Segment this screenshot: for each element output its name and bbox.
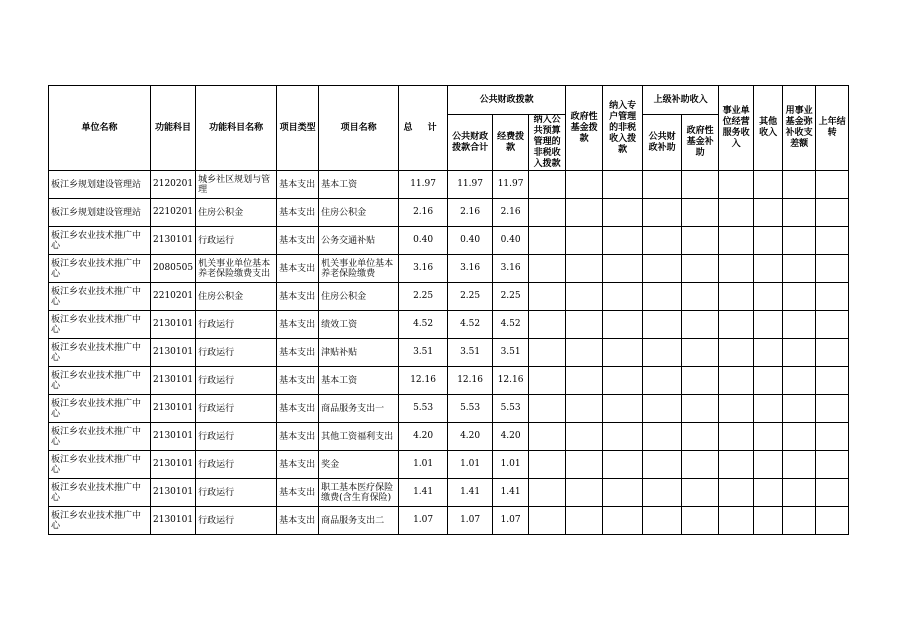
header-gov-fund: 政府性基金拨款 bbox=[566, 86, 603, 171]
cell-func-code: 2130101 bbox=[151, 451, 196, 479]
cell-item-type: 基本支出 bbox=[277, 423, 319, 451]
cell-empty bbox=[682, 311, 719, 339]
cell-item-type: 基本支出 bbox=[277, 339, 319, 367]
cell-empty bbox=[603, 311, 643, 339]
cell-item-type: 基本支出 bbox=[277, 507, 319, 535]
cell-empty bbox=[816, 395, 849, 423]
cell-funding: 5.53 bbox=[493, 395, 529, 423]
cell-func-code: 2130101 bbox=[151, 367, 196, 395]
cell-empty bbox=[783, 283, 816, 311]
cell-func-code: 2080505 bbox=[151, 255, 196, 283]
cell-item-type: 基本支出 bbox=[277, 283, 319, 311]
cell-func-code: 2130101 bbox=[151, 479, 196, 507]
cell-item-type: 基本支出 bbox=[277, 311, 319, 339]
cell-empty bbox=[783, 451, 816, 479]
cell-empty bbox=[566, 171, 603, 199]
cell-unit-name: 板江乡规划建设管理站 bbox=[49, 171, 151, 199]
cell-empty bbox=[529, 507, 566, 535]
cell-public-fiscal-sum: 2.25 bbox=[448, 283, 493, 311]
cell-item-name: 职工基本医疗保险缴费(含生育保险) bbox=[319, 479, 399, 507]
cell-unit-name: 板江乡农业技术推广中心 bbox=[49, 367, 151, 395]
cell-empty bbox=[816, 171, 849, 199]
cell-public-fiscal-sum: 2.16 bbox=[448, 199, 493, 227]
cell-unit-name: 板江乡农业技术推广中心 bbox=[49, 339, 151, 367]
cell-empty bbox=[754, 255, 783, 283]
cell-empty bbox=[719, 283, 754, 311]
cell-unit-name: 板江乡农业技术推广中心 bbox=[49, 311, 151, 339]
cell-unit-name: 板江乡农业技术推广中心 bbox=[49, 479, 151, 507]
cell-item-name: 奖金 bbox=[319, 451, 399, 479]
cell-empty bbox=[682, 451, 719, 479]
cell-func-name: 行政运行 bbox=[196, 451, 277, 479]
table-row bbox=[49, 255, 849, 283]
table-row bbox=[49, 227, 849, 255]
table-row bbox=[49, 199, 849, 227]
cell-empty bbox=[754, 451, 783, 479]
cell-empty bbox=[603, 339, 643, 367]
cell-empty bbox=[682, 507, 719, 535]
cell-empty bbox=[529, 311, 566, 339]
cell-empty bbox=[719, 227, 754, 255]
cell-empty bbox=[754, 171, 783, 199]
cell-funding: 12.16 bbox=[493, 367, 529, 395]
cell-empty bbox=[603, 451, 643, 479]
cell-empty bbox=[816, 423, 849, 451]
cell-func-name: 行政运行 bbox=[196, 507, 277, 535]
cell-func-name: 行政运行 bbox=[196, 339, 277, 367]
cell-empty bbox=[566, 479, 603, 507]
cell-empty bbox=[529, 367, 566, 395]
cell-empty bbox=[603, 171, 643, 199]
cell-empty bbox=[643, 479, 682, 507]
cell-item-type: 基本支出 bbox=[277, 479, 319, 507]
cell-empty bbox=[719, 507, 754, 535]
cell-total: 4.52 bbox=[399, 311, 448, 339]
budget-table bbox=[48, 85, 849, 535]
cell-item-name: 公务交通补贴 bbox=[319, 227, 399, 255]
cell-func-name: 行政运行 bbox=[196, 423, 277, 451]
cell-item-type: 基本支出 bbox=[277, 395, 319, 423]
cell-item-name: 住房公积金 bbox=[319, 199, 399, 227]
cell-empty bbox=[682, 255, 719, 283]
cell-empty bbox=[754, 339, 783, 367]
cell-empty bbox=[682, 283, 719, 311]
cell-empty bbox=[719, 171, 754, 199]
cell-empty bbox=[719, 199, 754, 227]
cell-func-name: 行政运行 bbox=[196, 367, 277, 395]
cell-item-name: 绩效工资 bbox=[319, 311, 399, 339]
cell-empty bbox=[816, 367, 849, 395]
cell-item-name: 津贴补贴 bbox=[319, 339, 399, 367]
cell-func-code: 2210201 bbox=[151, 199, 196, 227]
table-row bbox=[49, 367, 849, 395]
cell-empty bbox=[816, 255, 849, 283]
cell-empty bbox=[754, 283, 783, 311]
cell-public-fiscal-sum: 1.07 bbox=[448, 507, 493, 535]
cell-empty bbox=[643, 367, 682, 395]
cell-unit-name: 板江乡农业技术推广中心 bbox=[49, 507, 151, 535]
cell-func-name: 住房公积金 bbox=[196, 283, 277, 311]
cell-empty bbox=[816, 311, 849, 339]
cell-empty bbox=[682, 227, 719, 255]
cell-total: 0.40 bbox=[399, 227, 448, 255]
cell-empty bbox=[566, 255, 603, 283]
cell-item-type: 基本支出 bbox=[277, 199, 319, 227]
cell-empty bbox=[643, 227, 682, 255]
cell-empty bbox=[682, 339, 719, 367]
cell-func-code: 2130101 bbox=[151, 507, 196, 535]
table-row bbox=[49, 283, 849, 311]
cell-empty bbox=[719, 479, 754, 507]
cell-func-name: 机关事业单位基本养老保险缴费支出 bbox=[196, 255, 277, 283]
table-row bbox=[49, 479, 849, 507]
cell-empty bbox=[566, 227, 603, 255]
cell-item-name: 基本工资 bbox=[319, 367, 399, 395]
cell-func-code: 2210201 bbox=[151, 283, 196, 311]
cell-item-type: 基本支出 bbox=[277, 367, 319, 395]
header-funding: 经费拨款 bbox=[493, 115, 529, 171]
cell-public-fiscal-sum: 4.52 bbox=[448, 311, 493, 339]
cell-empty bbox=[783, 395, 816, 423]
cell-empty bbox=[643, 507, 682, 535]
cell-empty bbox=[643, 423, 682, 451]
cell-empty bbox=[529, 227, 566, 255]
cell-empty bbox=[603, 479, 643, 507]
cell-item-name: 基本工资 bbox=[319, 171, 399, 199]
table-row bbox=[49, 395, 849, 423]
cell-funding: 1.07 bbox=[493, 507, 529, 535]
cell-empty bbox=[682, 199, 719, 227]
header-item-name: 项目名称 bbox=[319, 86, 399, 171]
cell-unit-name: 板江乡农业技术推广中心 bbox=[49, 423, 151, 451]
table-row bbox=[49, 311, 849, 339]
cell-public-fiscal-sum: 4.20 bbox=[448, 423, 493, 451]
header-func-code: 功能科目 bbox=[151, 86, 196, 171]
header-gov-fund-subsidy: 政府性基金补助 bbox=[682, 115, 719, 171]
cell-item-name: 商品服务支出二 bbox=[319, 507, 399, 535]
cell-empty bbox=[783, 199, 816, 227]
cell-unit-name: 板江乡农业技术推广中心 bbox=[49, 451, 151, 479]
cell-empty bbox=[643, 451, 682, 479]
cell-empty bbox=[682, 395, 719, 423]
cell-public-fiscal-sum: 3.16 bbox=[448, 255, 493, 283]
cell-unit-name: 板江乡农业技术推广中心 bbox=[49, 283, 151, 311]
cell-empty bbox=[816, 227, 849, 255]
cell-empty bbox=[643, 255, 682, 283]
table-row bbox=[49, 451, 849, 479]
cell-func-name: 行政运行 bbox=[196, 311, 277, 339]
header-business-income: 事业单位经营服务收入 bbox=[719, 86, 754, 171]
cell-public-fiscal-sum: 12.16 bbox=[448, 367, 493, 395]
cell-empty bbox=[643, 283, 682, 311]
cell-empty bbox=[754, 507, 783, 535]
cell-public-fiscal-sum: 3.51 bbox=[448, 339, 493, 367]
cell-total: 2.25 bbox=[399, 283, 448, 311]
cell-func-name: 行政运行 bbox=[196, 227, 277, 255]
cell-total: 5.53 bbox=[399, 395, 448, 423]
cell-public-fiscal-sum: 5.53 bbox=[448, 395, 493, 423]
cell-empty bbox=[719, 367, 754, 395]
cell-empty bbox=[719, 451, 754, 479]
cell-func-code: 2120201 bbox=[151, 171, 196, 199]
cell-empty bbox=[566, 199, 603, 227]
cell-public-fiscal-sum: 11.97 bbox=[448, 171, 493, 199]
cell-empty bbox=[783, 423, 816, 451]
header-unit-name: 单位名称 bbox=[49, 86, 151, 171]
cell-empty bbox=[783, 227, 816, 255]
cell-empty bbox=[816, 339, 849, 367]
cell-empty bbox=[603, 199, 643, 227]
cell-empty bbox=[719, 423, 754, 451]
cell-total: 1.07 bbox=[399, 507, 448, 535]
cell-funding: 2.25 bbox=[493, 283, 529, 311]
cell-empty bbox=[816, 199, 849, 227]
cell-empty bbox=[754, 479, 783, 507]
cell-empty bbox=[566, 507, 603, 535]
cell-func-code: 2130101 bbox=[151, 395, 196, 423]
cell-empty bbox=[566, 423, 603, 451]
header-public-fiscal-subsidy: 公共财政补助 bbox=[643, 115, 682, 171]
table-row bbox=[49, 507, 849, 535]
cell-empty bbox=[603, 283, 643, 311]
cell-public-fiscal-sum: 0.40 bbox=[448, 227, 493, 255]
cell-empty bbox=[754, 367, 783, 395]
cell-funding: 11.97 bbox=[493, 171, 529, 199]
cell-empty bbox=[754, 423, 783, 451]
header-superior-subsidy: 上级补助收入 bbox=[643, 86, 719, 115]
cell-empty bbox=[566, 283, 603, 311]
cell-empty bbox=[783, 479, 816, 507]
cell-unit-name: 板江乡规划建设管理站 bbox=[49, 199, 151, 227]
header-business-fund-gap: 用事业基金弥补收支差额 bbox=[783, 86, 816, 171]
table-row bbox=[49, 171, 849, 199]
cell-empty bbox=[783, 255, 816, 283]
cell-empty bbox=[754, 395, 783, 423]
cell-item-type: 基本支出 bbox=[277, 227, 319, 255]
cell-empty bbox=[719, 255, 754, 283]
cell-empty bbox=[816, 479, 849, 507]
cell-empty bbox=[603, 255, 643, 283]
cell-funding: 4.20 bbox=[493, 423, 529, 451]
cell-empty bbox=[719, 311, 754, 339]
cell-funding: 3.51 bbox=[493, 339, 529, 367]
cell-func-name: 行政运行 bbox=[196, 395, 277, 423]
header-other-income: 其他收入 bbox=[754, 86, 783, 171]
cell-empty bbox=[754, 311, 783, 339]
cell-empty bbox=[566, 395, 603, 423]
cell-total: 3.51 bbox=[399, 339, 448, 367]
cell-func-code: 2130101 bbox=[151, 423, 196, 451]
cell-empty bbox=[754, 227, 783, 255]
cell-empty bbox=[783, 367, 816, 395]
cell-total: 4.20 bbox=[399, 423, 448, 451]
cell-total: 2.16 bbox=[399, 199, 448, 227]
cell-empty bbox=[566, 339, 603, 367]
header-nontax-budget: 纳入公共预算管理的非税收入拨款 bbox=[529, 115, 566, 171]
cell-empty bbox=[529, 255, 566, 283]
cell-func-name: 城乡社区规划与管理 bbox=[196, 171, 277, 199]
cell-empty bbox=[816, 451, 849, 479]
cell-empty bbox=[566, 367, 603, 395]
cell-unit-name: 板江乡农业技术推广中心 bbox=[49, 395, 151, 423]
cell-empty bbox=[682, 423, 719, 451]
header-public-fiscal-sum: 公共财政拨款合计 bbox=[448, 115, 493, 171]
cell-func-code: 2130101 bbox=[151, 311, 196, 339]
cell-func-name: 住房公积金 bbox=[196, 199, 277, 227]
table-row bbox=[49, 423, 849, 451]
cell-empty bbox=[603, 507, 643, 535]
cell-empty bbox=[566, 311, 603, 339]
header-last-year-carry: 上年结转 bbox=[816, 86, 849, 171]
cell-empty bbox=[816, 283, 849, 311]
header-special-nontax: 纳入专户管理的非税收入拨款 bbox=[603, 86, 643, 171]
cell-empty bbox=[783, 507, 816, 535]
cell-item-name: 商品服务支出一 bbox=[319, 395, 399, 423]
header-item-type: 项目类型 bbox=[277, 86, 319, 171]
cell-empty bbox=[719, 395, 754, 423]
cell-item-type: 基本支出 bbox=[277, 255, 319, 283]
cell-func-name: 行政运行 bbox=[196, 479, 277, 507]
cell-empty bbox=[643, 339, 682, 367]
cell-item-type: 基本支出 bbox=[277, 451, 319, 479]
cell-total: 3.16 bbox=[399, 255, 448, 283]
cell-item-name: 其他工资福利支出 bbox=[319, 423, 399, 451]
cell-funding: 3.16 bbox=[493, 255, 529, 283]
cell-empty bbox=[643, 171, 682, 199]
cell-funding: 1.41 bbox=[493, 479, 529, 507]
cell-empty bbox=[643, 199, 682, 227]
cell-empty bbox=[529, 339, 566, 367]
cell-empty bbox=[603, 227, 643, 255]
cell-public-fiscal-sum: 1.01 bbox=[448, 451, 493, 479]
cell-empty bbox=[529, 479, 566, 507]
cell-total: 1.01 bbox=[399, 451, 448, 479]
cell-empty bbox=[529, 283, 566, 311]
cell-empty bbox=[783, 339, 816, 367]
cell-public-fiscal-sum: 1.41 bbox=[448, 479, 493, 507]
table-body bbox=[49, 171, 849, 535]
cell-empty bbox=[719, 339, 754, 367]
cell-empty bbox=[643, 311, 682, 339]
cell-item-name: 住房公积金 bbox=[319, 283, 399, 311]
header-func-name: 功能科目名称 bbox=[196, 86, 277, 171]
header-total: 总 计 bbox=[399, 86, 448, 171]
cell-empty bbox=[529, 395, 566, 423]
cell-empty bbox=[603, 395, 643, 423]
cell-func-code: 2130101 bbox=[151, 227, 196, 255]
cell-funding: 2.16 bbox=[493, 199, 529, 227]
cell-func-code: 2130101 bbox=[151, 339, 196, 367]
cell-empty bbox=[682, 367, 719, 395]
cell-empty bbox=[643, 395, 682, 423]
header-public-fiscal: 公共财政拨款 bbox=[448, 86, 566, 115]
cell-empty bbox=[529, 423, 566, 451]
cell-funding: 1.01 bbox=[493, 451, 529, 479]
cell-empty bbox=[682, 171, 719, 199]
cell-empty bbox=[783, 311, 816, 339]
cell-unit-name: 板江乡农业技术推广中心 bbox=[49, 255, 151, 283]
cell-empty bbox=[816, 507, 849, 535]
cell-empty bbox=[754, 199, 783, 227]
cell-empty bbox=[529, 199, 566, 227]
cell-empty bbox=[603, 423, 643, 451]
cell-total: 12.16 bbox=[399, 367, 448, 395]
cell-funding: 0.40 bbox=[493, 227, 529, 255]
cell-total: 1.41 bbox=[399, 479, 448, 507]
cell-item-type: 基本支出 bbox=[277, 171, 319, 199]
cell-empty bbox=[682, 479, 719, 507]
cell-empty bbox=[603, 367, 643, 395]
cell-funding: 4.52 bbox=[493, 311, 529, 339]
table-row bbox=[49, 339, 849, 367]
cell-empty bbox=[529, 171, 566, 199]
cell-total: 11.97 bbox=[399, 171, 448, 199]
cell-empty bbox=[566, 451, 603, 479]
cell-empty bbox=[529, 451, 566, 479]
cell-unit-name: 板江乡农业技术推广中心 bbox=[49, 227, 151, 255]
cell-item-name: 机关事业单位基本养老保险缴费 bbox=[319, 255, 399, 283]
cell-empty bbox=[783, 171, 816, 199]
